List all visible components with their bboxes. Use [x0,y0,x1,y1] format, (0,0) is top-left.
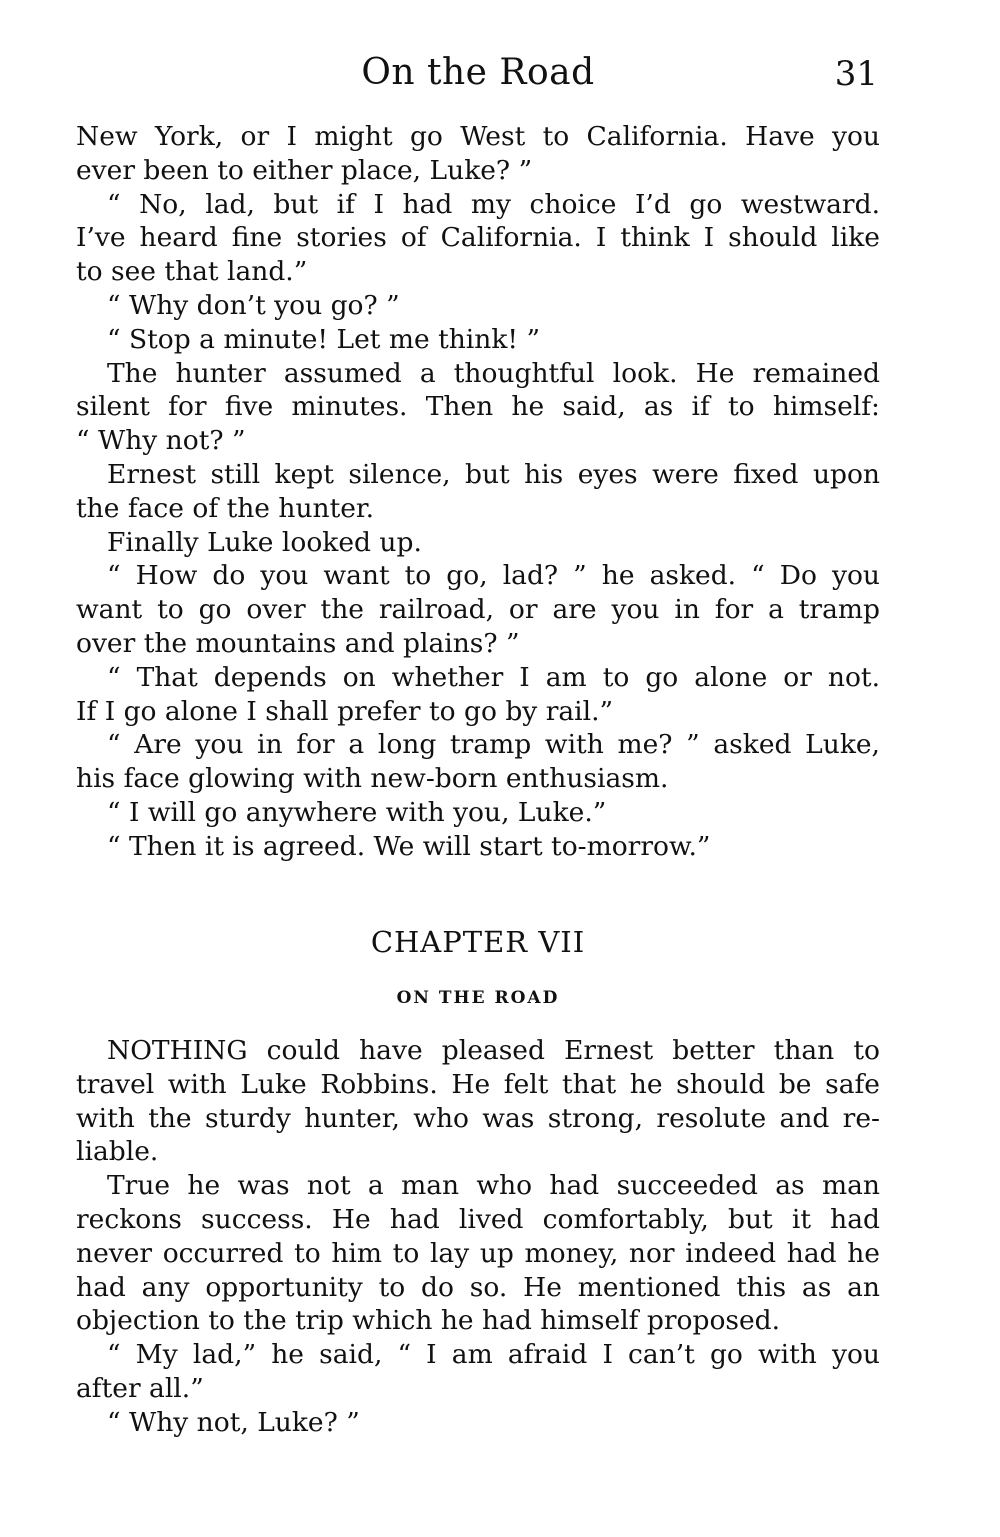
text-line: The hunter assumed a thoughtful look. He remained [107,357,880,389]
text-line: liable. [76,1136,159,1168]
text-line: “ Stop a minute! Let me think! ” [107,323,541,355]
text-line: “ Why don’t you go? ” [107,289,400,321]
page-header [76,52,880,102]
text-line: “ How do you want to go, lad? ” he asked. “ Do you [107,560,880,592]
text-line: had any opportunity to do so. He mentioned this as an [76,1271,880,1303]
text-line: the face of the hunter. [76,492,375,524]
text-line: If I go alone I shall prefer to go by rail.” [76,695,614,727]
text-line: I’ve heard fine stories of California. I think I should like [76,222,880,254]
text-line: “ I will go anywhere with you, Luke.” [107,796,607,828]
chapter-heading: CHAPTER VII [370,925,586,959]
text-line: to see that land.” [76,256,308,288]
text-line: ever been to either place, Luke? ” [76,154,533,186]
text-line: reckons success. He had lived comfortably, but it had [76,1203,880,1235]
page-number: 31 [834,54,878,94]
text-line: after all.” [76,1372,204,1404]
text-line: “ Why not? ” [76,425,246,457]
text-line: never occurred to him to lay up money, nor indeed had he [76,1237,880,1269]
text-line: objection to the trip which he had himself proposed. [76,1305,781,1337]
text-line: New York, or I might go West to California. Have you [76,121,880,152]
text-line: NOTHING could have pleased Ernest better than to [107,1035,880,1066]
body-text-top [76,120,880,864]
chapter-subtitle: ON THE ROAD [396,988,560,1008]
running-title: On the Road [361,52,595,93]
text-line: “ That depends on whether I am to go alone or not. [107,661,880,693]
text-line: “ Why not, Luke? ” [107,1406,360,1438]
text-line: “ Then it is agreed. We will start to-morrow.” [107,830,711,862]
text-line: “ No, lad, but if I had my choice I’d go westward. [107,188,880,220]
text-line: Ernest still kept silence, but his eyes were fixed upon [107,458,880,490]
text-line: Finally Luke looked up. [107,526,422,558]
text-line: “ My lad,” he said, “ I am afraid I can’t go with you [107,1339,880,1371]
text-line: his face glowing with new-born enthusiasm. [76,763,669,795]
text-line: want to go over the railroad, or are you in for a tramp [76,594,880,626]
body-text-bottom [76,1034,880,1440]
text-line: with the sturdy hunter, who was strong, resolute and re- [76,1102,880,1134]
text-line: over the mountains and plains? ” [76,627,520,659]
text-line: silent for five minutes. Then he said, as if to himself: [76,391,880,423]
text-line: travel with Luke Robbins. He felt that he should be safe [76,1068,880,1100]
text-line: True he was not a man who had succeeded as man [107,1170,880,1202]
text-line: “ Are you in for a long tramp with me? ” asked Luke, [107,729,880,761]
